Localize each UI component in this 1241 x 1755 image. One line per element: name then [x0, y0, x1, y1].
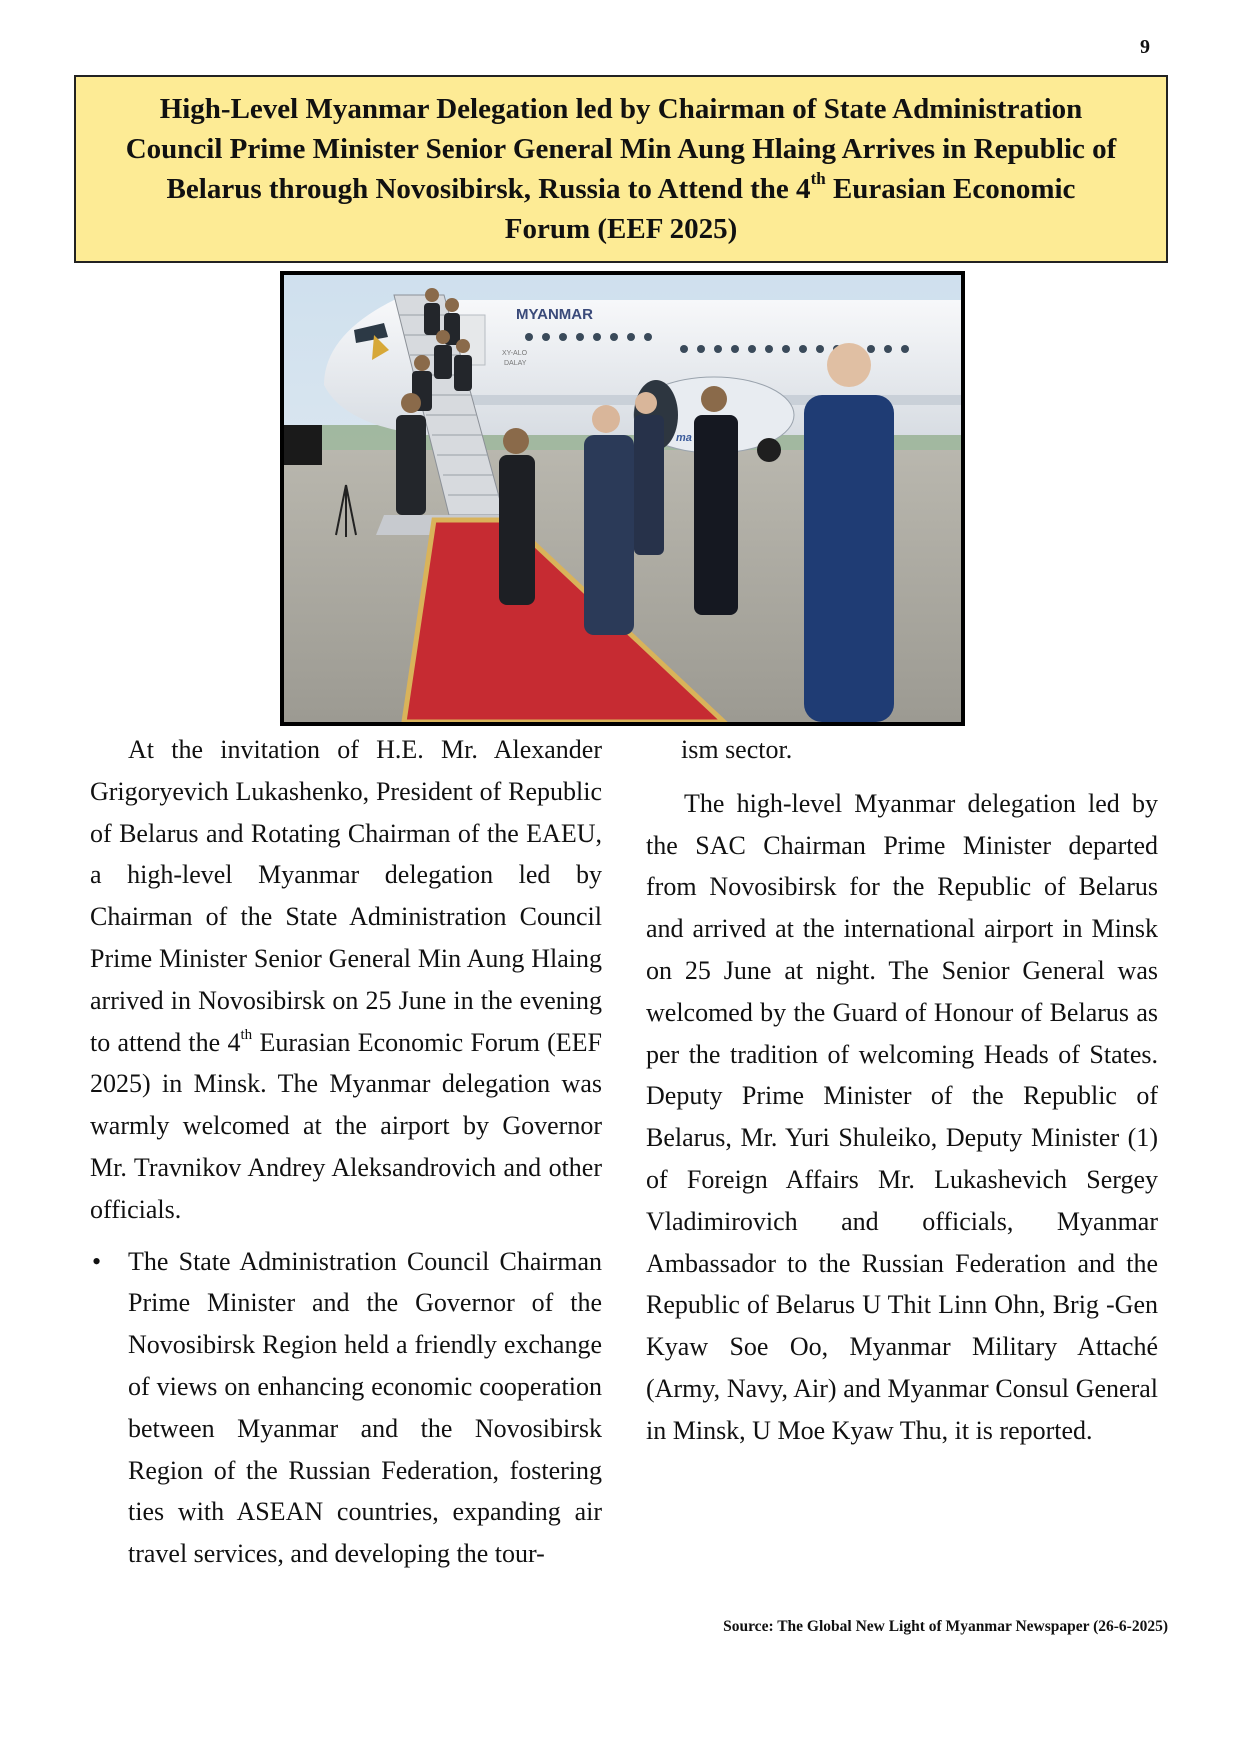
left-column [90, 729, 602, 1575]
bullet-list-item [90, 1241, 602, 1575]
headline-line-2: Council Prime Minister Senior General Min Aung Hlaing Arrives in Republic of [125, 133, 1117, 165]
foreground-official-figure [804, 395, 894, 722]
aircraft-livery-text: MYANMAR [516, 306, 593, 323]
intro-paragraph-text-pre: At the invitation of H.E. Mr. Alexander Grigoryevich Lukashenko, President of Republic of Belarus and Rotating Chairman of the EAEU, a high-level Myanmar delegation led by Chairman of the State Administration Council Prime Minister Senior General Min Aung Hlaing arrived in Novosibirsk on 25 June in the evening to attend the 4 [90, 735, 602, 1057]
intro-ordinal-suffix: th [240, 1026, 253, 1043]
headline-box [74, 75, 1168, 263]
headline-line-3-pre: Belarus through Novosibirsk, Russia to Attend the 4 [166, 173, 811, 205]
bullet-item-text: The State Administration Council Chairman Prime Minister and the Governor of the Novosibirsk Region held a friendly exchange of views on enhancing economic cooperation between Myanmar and the Novosibirsk Region of the Russian Federation, fostering ties with ASEAN countries, expanding air travel services, and developing the tour- [128, 1246, 602, 1569]
aircraft-registration: XY-ALO [502, 350, 528, 357]
minsk-arrival-paragraph: The high-level Myanmar delegation led by the SAC Chairman Prime Minister departed from Novosibirsk for the Republic of Belarus and arrived at the international airport in Minsk on 25 June at night. The Senior General was welcomed by the Guard of Honour of Belarus as per the tradition of welcoming Heads of States. Deputy Prime Minister of the Republic of Belarus, Mr. Yuri Shuleiko, Deputy Minister (1) of Foreign Affairs Mr. Lukashevich Sergey Vladimirovich and officials, Myanmar Ambassador to the Russian Federation and the Republic of Belarus U Thit Linn Ohn, Brig -Gen Kyaw Soe Oo, Myanmar Military Attaché (Army, Navy, Air) and Myanmar Consul General in Minsk, U Moe Kyaw Thu, it is reported. [646, 788, 1158, 1445]
landing-gear-wheel [757, 438, 781, 462]
aircraft-name: DALAY [504, 360, 527, 367]
source-credit: Source: The Global New Light of Myanmar Newspaper (26-6-2025) [723, 1618, 1168, 1635]
page-number: 9 [1140, 36, 1150, 58]
right-column [646, 729, 1158, 1452]
headline-line-4: Forum (EEF 2025) [504, 213, 738, 245]
host-official-figure [584, 435, 634, 635]
headline-line-3-post: Eurasian Economic [825, 173, 1076, 205]
headline-ordinal-suffix: th [810, 169, 826, 189]
bullet-dot-icon: • [92, 1246, 102, 1276]
news-photo [280, 271, 965, 726]
intro-paragraph [90, 729, 602, 1231]
senior-general-figure [499, 455, 535, 605]
headline-line-1: High-Level Myanmar Delegation led by Chairman of State Administration [159, 93, 1083, 125]
bullet-item-continuation: ism sector. [681, 735, 793, 764]
airport-arrival-photo [284, 275, 961, 722]
headline [120, 89, 1123, 249]
engine-livery-text: ma [676, 432, 692, 444]
intro-paragraph-text-post: Eurasian Economic Forum (EEF 2025) in Minsk. The Myanmar delegation was warmly welcomed at the airport by Governor Mr. Travnikov Andrey Aleksandrovich and other officials. [90, 1027, 602, 1224]
